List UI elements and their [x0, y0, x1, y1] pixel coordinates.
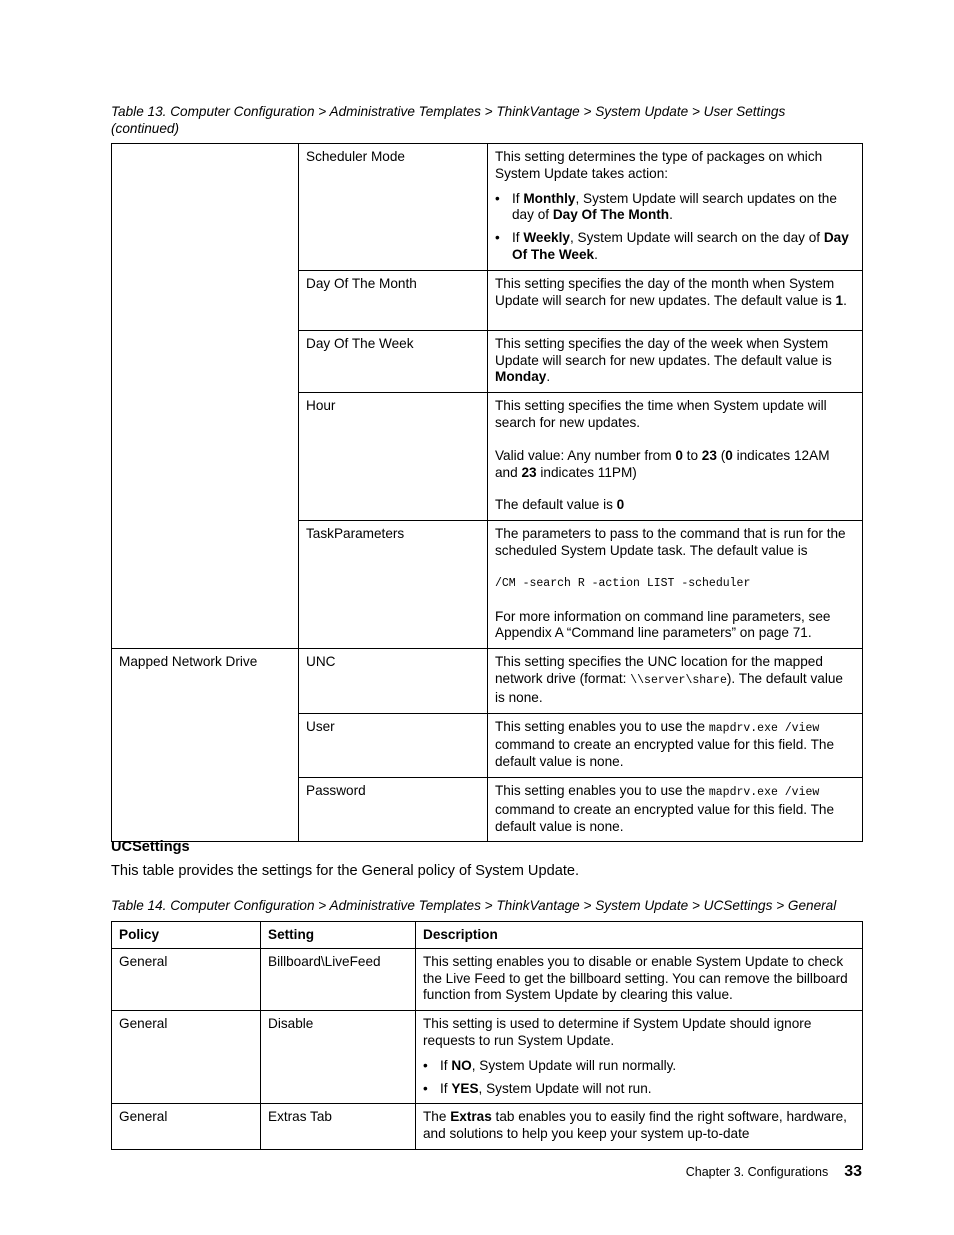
description-cell: This setting specifies the UNC location for the mapped network drive (format: \\server\share). The default value is none.: [488, 649, 863, 713]
column-header-setting: Setting: [261, 922, 416, 949]
description-text: Valid value: Any number from 0 to 23 (0 indicates 12AM and 23 indicates 11PM): [495, 447, 830, 480]
description-text: This setting specifies the time when System update will search for new updates.: [495, 398, 827, 430]
table-row: [112, 1104, 863, 1150]
description-cell: This setting specifies the day of the month when System Update will search for new updates. The default value is 1.: [488, 270, 863, 330]
column-header-description: Description: [416, 922, 863, 949]
description-text: For more information on command line parameters, see Appendix A “Command line parameters” on page 71.: [495, 608, 831, 641]
list-item: • If Weekly, System Update will search on the day of Day Of The Week.: [512, 230, 855, 264]
table-14: [111, 921, 863, 1150]
bullet-list: [423, 1058, 855, 1098]
code-text: /CM -search R -action LIST -scheduler: [495, 576, 751, 590]
list-item: • If Monthly, System Update will search updates on the day of Day Of The Month.: [512, 191, 855, 225]
description-text: This setting is used to determine if System Update should ignore requests to run System Update.: [423, 1016, 812, 1048]
table-row: [112, 948, 863, 1010]
setting-cell: UNC: [299, 649, 488, 713]
policy-cell: General: [112, 1104, 261, 1150]
setting-cell: Password: [299, 777, 488, 841]
description-cell: This setting enables you to use the mapdrv.exe /view command to create an encrypted value for this field. The default value is none.: [488, 713, 863, 777]
setting-cell: Billboard\LiveFeed: [261, 948, 416, 1010]
setting-cell: Extras Tab: [261, 1104, 416, 1150]
description-text: This setting determines the type of packages on which System Update takes action:: [495, 149, 823, 181]
table-13-caption-line2: (continued): [111, 120, 180, 136]
description-cell: [488, 393, 863, 521]
table-13: [111, 143, 863, 842]
column-header-policy: Policy: [112, 922, 261, 949]
chapter-label: Chapter 3. Configurations: [685, 1165, 829, 1179]
description-text: The default value is 0: [495, 497, 625, 513]
table-13-caption: [111, 104, 862, 138]
setting-cell: Day Of The Month: [299, 270, 488, 330]
list-item: • If YES, System Update will not run.: [440, 1081, 855, 1098]
setting-cell: Disable: [261, 1011, 416, 1104]
setting-cell: Scheduler Mode: [299, 144, 488, 271]
page-footer: [686, 1164, 862, 1181]
page-number: 33: [844, 1163, 862, 1180]
list-item: • If NO, System Update will run normally.: [440, 1058, 855, 1075]
setting-cell: User: [299, 713, 488, 777]
table-header-row: [112, 922, 863, 949]
setting-cell: Hour: [299, 393, 488, 521]
table-row: [112, 649, 863, 713]
policy-cell: General: [112, 1011, 261, 1104]
description-cell: [488, 144, 863, 271]
section-intro: This table provides the settings for the General policy of System Update.: [111, 863, 580, 879]
policy-cell: General: [112, 948, 261, 1010]
setting-cell: Day Of The Week: [299, 330, 488, 392]
policy-cell: Mapped Network Drive: [112, 649, 299, 842]
table-14-caption: Table 14. Computer Configuration > Administrative Templates > ThinkVantage > System Update > UCSettings > General: [111, 898, 837, 913]
setting-cell: TaskParameters: [299, 521, 488, 649]
table-row: [112, 144, 863, 271]
description-cell: This setting enables you to disable or enable System Update to check the Live Feed to get the billboard setting. You can remove the billboard function from System Update by clearing this value.: [416, 948, 863, 1010]
description-cell: [416, 1011, 863, 1104]
description-cell: [488, 521, 863, 649]
description-text: The parameters to pass to the command that is run for the scheduled System Update task. The default value is: [495, 526, 846, 558]
description-cell: The Extras tab enables you to easily find the right software, hardware, and solutions to help you keep your system up-to-date: [416, 1104, 863, 1150]
bullet-list: [495, 191, 855, 264]
section-heading: UCSettings: [111, 839, 190, 855]
table-13-caption-line1: Table 13. Computer Configuration > Administrative Templates > ThinkVantage > System Update > User Settings: [111, 104, 786, 119]
description-cell: This setting specifies the day of the week when System Update will search for new updates. The default value is Monday.: [488, 330, 863, 392]
policy-cell-empty: [112, 144, 299, 649]
table-row: [112, 1011, 863, 1104]
description-cell: This setting enables you to use the mapdrv.exe /view command to create an encrypted value for this field. The default value is none.: [488, 777, 863, 841]
